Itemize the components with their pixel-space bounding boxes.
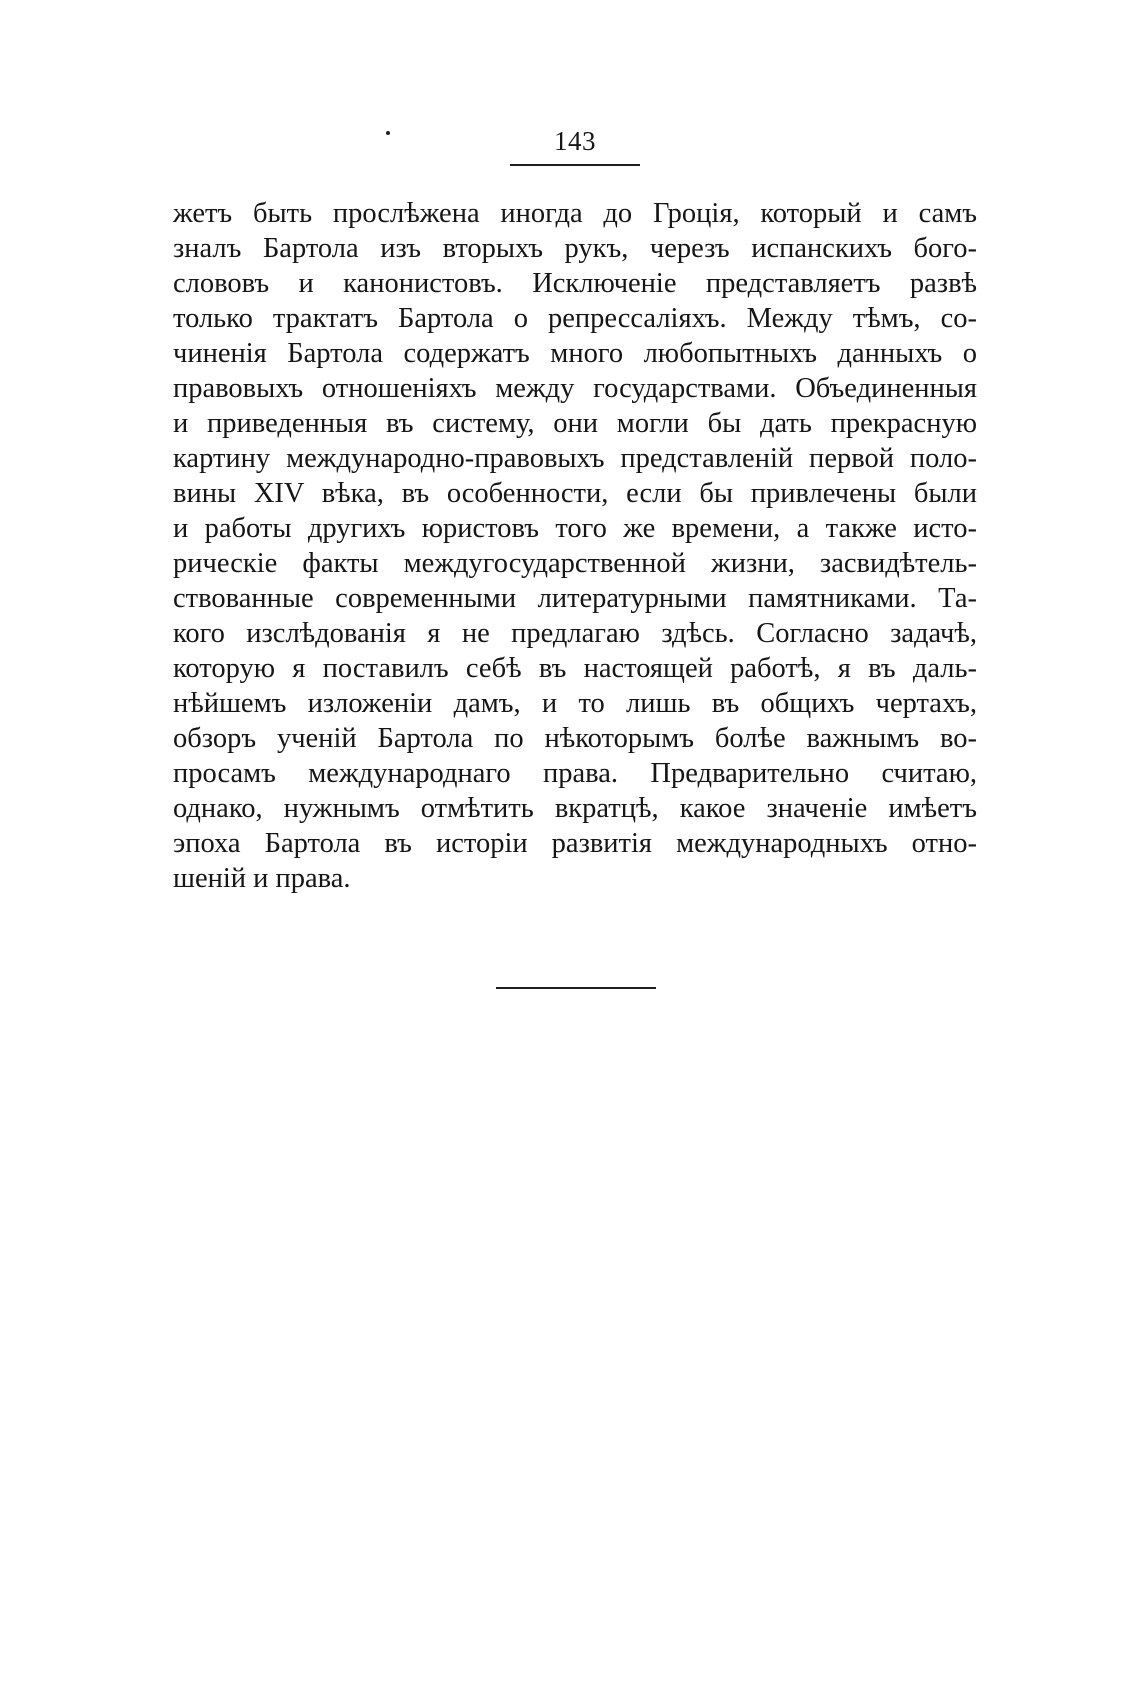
text-line: картину международно-правовыхъ представленій первой поло- [173,443,977,474]
text-line: ствованные современными литературными памятниками. Та- [173,583,977,614]
page-number: 143 [554,126,596,156]
text-line: которую я поставилъ себѣ въ настоящей работѣ, я въ даль- [173,653,977,684]
section-end-rule [496,987,656,989]
text-line: жетъ быть прослѣжена иногда до Гроція, который и самъ [173,198,977,229]
text-line: и приведенныя въ систему, они могли бы дать прекрасную [173,408,977,439]
text-line: обзоръ ученій Бартола по нѣкоторымъ болѣе важнымъ во- [173,723,977,754]
text-line: шеній и права. [173,863,351,894]
text-line: нѣйшемъ изложеніи дамъ, и то лишь въ общихъ чертахъ, [173,688,977,719]
text-line: чиненія Бартола содержатъ много любопытныхъ данныхъ о [173,338,977,369]
text-line: зналъ Бартола изъ вторыхъ рукъ, черезъ испанскихъ бого- [173,233,977,264]
body-text [173,196,977,896]
text-line: просамъ международнаго права. Предварительно считаю, [173,758,977,789]
text-line: кого изслѣдованія я не предлагаю здѣсь. Согласно задачѣ, [173,618,977,649]
text-line: и работы другихъ юристовъ того же времени, а также исто- [173,513,977,544]
text-line: рическіе факты междугосударственной жизни, засвидѣтель- [173,548,977,579]
text-line: правовыхъ отношеніяхъ между государствами. Объединенныя [173,373,977,404]
text-line: однако, нужнымъ отмѣтить вкратцѣ, какое значеніе имѣетъ [173,793,977,824]
text-line: слововъ и канонистовъ. Исключеніе представляетъ развѣ [173,268,977,299]
header-dot [386,131,390,135]
header-rule [510,164,640,166]
text-line: вины XIV вѣка, въ особенности, если бы привлечены были [173,478,977,509]
text-line: эпоха Бартола въ исторіи развитія международныхъ отно- [173,828,977,859]
text-line: только трактатъ Бартола о репрессаліяхъ. Между тѣмъ, со- [173,303,977,334]
